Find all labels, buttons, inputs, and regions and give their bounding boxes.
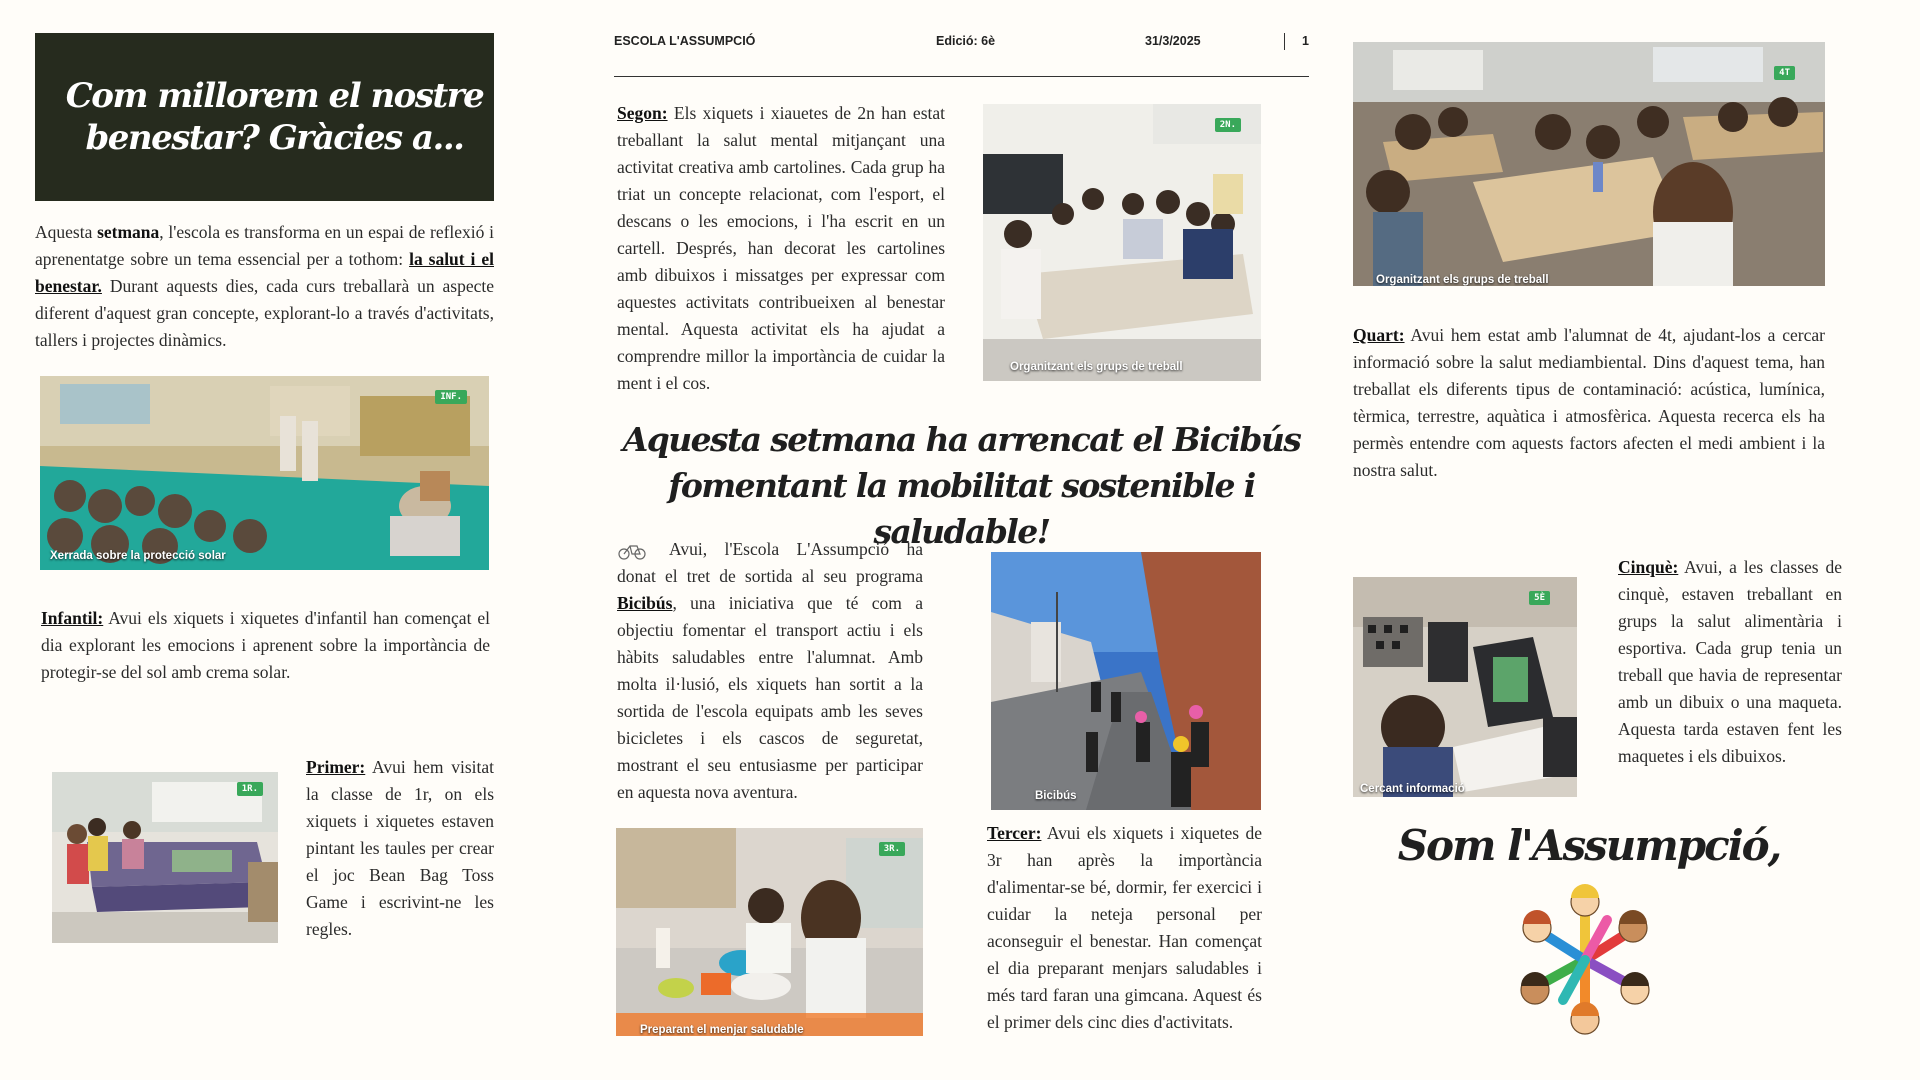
page-title (45, 75, 485, 159)
segon-lead: Segon: (617, 103, 668, 123)
infantil-lead: Infantil: (41, 608, 104, 628)
intro-paragraph: Aquesta setmana, l'escola es transforma en un espai de reflexió i aprenentatge sobre un tema essencial per a tothom: la salut i el benestar. Durant aquests dies, cada curs treballarà un aspecte diferent d'aquest gran concepte, explorant-lo a través d'activitats, tallers i projectes dinàmics. (35, 222, 494, 350)
infantil-paragraph: Infantil: Avui els xiquets i xiquetes d'infantil han començat el dia explorant les emocions i aprenent sobre la importància de protegir-se del sol amb crema solar. (41, 608, 490, 682)
headline-line-1: Aquesta setmana ha arrencat el Bicibús (622, 420, 1301, 459)
tercer-paragraph: Tercer: Avui els xiquets i xiquetes de 3r han après la importància d'alimentar-se bé, dormir, fer exercici i cuidar la neteja personal per aconseguir el benestar. Han començat el dia preparant menjars saludables i més tard faran una gimcana. Aquest és el primer dels cinc dies d'activitats. (987, 823, 1262, 1032)
photo-tercer (616, 828, 923, 1036)
header-date: 31/3/2025 (1145, 34, 1201, 48)
header-school: ESCOLA L'ASSUMPCIÓ (614, 34, 756, 48)
primer-lead: Primer: (306, 757, 366, 777)
children-circle-logo (1512, 884, 1658, 1036)
intro-underlined: la salut i el benestar. (35, 249, 494, 296)
photo-tercer-caption: Preparant el menjar saludable (640, 1024, 804, 1036)
photo-segon-tag: 2N. (1215, 118, 1241, 132)
tercer-lead: Tercer: (987, 823, 1042, 843)
header-divider (1284, 33, 1285, 50)
photo-infantil (40, 376, 489, 570)
photo-cinque-tag: 5È (1529, 591, 1550, 605)
title-line-2: benestar? Gràcies a... (85, 118, 464, 158)
photo-bicibus (991, 552, 1261, 810)
photo-quart-caption: Organitzant els grups de treball (1376, 274, 1549, 286)
photo-bicibus-image (991, 552, 1261, 810)
photo-primer-image (52, 772, 278, 943)
photo-tercer-tag: 3R. (879, 842, 905, 856)
header-edition: Edició: 6è (936, 34, 996, 48)
quart-paragraph: Quart: Avui hem estat amb l'alumnat de 4t, ajudant-los a cercar informació sobre la salut mediambiental. Dins d'aquest tema, han treballat els diferents tipus de contaminació: acústica, lumínica, tèrmica, terrestre, aquàtica i atmosfèrica. Aquesta recerca els ha permès entendre com aquests factors afecten el medi ambient i la nostra salut. (1353, 325, 1825, 480)
header-page-number: 1 (1302, 34, 1309, 48)
photo-cinque-caption: Cercant informació (1360, 783, 1465, 795)
bicibus-name: Bicibús (617, 593, 673, 613)
photo-quart-tag: 4T (1774, 66, 1795, 80)
quart-lead: Quart: (1353, 325, 1405, 345)
headline-block (614, 417, 1309, 555)
photo-quart (1353, 42, 1825, 286)
photo-primer (52, 772, 278, 943)
bicibus-paragraph: Avui, l'Escola L'Assumpció ha donat el tret de sortida al seu programa Bicibús, una iniciativa que té com a objectiu fomentar el transport actiu i els hàbits saludables entre l'alumnat. Amb molta il·lusió, els xiquets han sortit a la sortida de l'escola equipats amb les seves bicicletes i els cascos de seguretat, mostrant el seu entusiasme per participar en aquesta nova aventura. (617, 539, 923, 802)
photo-infantil-caption: Xerrada sobre la protecció solar (50, 550, 226, 562)
intro-bold: setmana (97, 222, 160, 242)
photo-infantil-image (40, 376, 489, 570)
cinque-lead: Cinquè: (1618, 557, 1679, 577)
closing-slogan: Som l'Assumpció, (1397, 821, 1781, 870)
title-box (35, 33, 494, 201)
photo-segon-caption: Organitzant els grups de treball (1010, 361, 1183, 373)
bicycle-icon (617, 542, 647, 560)
primer-paragraph: Primer: Avui hem visitat la classe de 1r, on els xiquets i xiquetes estaven pintant les taules per crear el joc Bean Bag Toss Game i escrivint-ne les regles. (306, 757, 494, 939)
photo-cinque (1353, 577, 1577, 797)
header-rule (614, 76, 1309, 77)
photo-bicibus-caption: Bicibús (1035, 790, 1077, 802)
photo-segon (983, 104, 1261, 381)
photo-infantil-tag: INF. (435, 390, 467, 404)
title-line-1: Com millorem el nostre (65, 76, 484, 116)
photo-quart-image (1353, 42, 1825, 286)
cinque-paragraph: Cinquè: Avui, a les classes de cinquè, estaven treballant en grups la salut alimentària i esportiva. Cada grup tenia un treball que havia de representar amb un dibuix o una maqueta. Aquesta tarda estaven fent les maquetes i els dibuixos. (1618, 557, 1842, 766)
photo-primer-tag: 1R. (237, 782, 263, 796)
headline-line-2: fomentant la mobilitat sostenible i saludable! (668, 466, 1255, 551)
photo-segon-image (983, 104, 1261, 381)
segon-paragraph: Segon: Els xiquets i xiauetes de 2n han estat treballant la salut mental mitjançant una activitat creativa amb cartolines. Cada grup ha triat un concepte relacionat, com l'esport, el descans o les emocions, i l'ha escrit en un cartell. Després, han decorat les cartolines amb dibuixos i missatges per expressar com aquestes activitats contribueixen al benestar mental. Aquesta activitat els ha ajudat a comprendre millor la importància de cuidar la ment i el cos. (617, 103, 945, 393)
photo-cinque-image (1353, 577, 1577, 797)
photo-tercer-image (616, 828, 923, 1036)
